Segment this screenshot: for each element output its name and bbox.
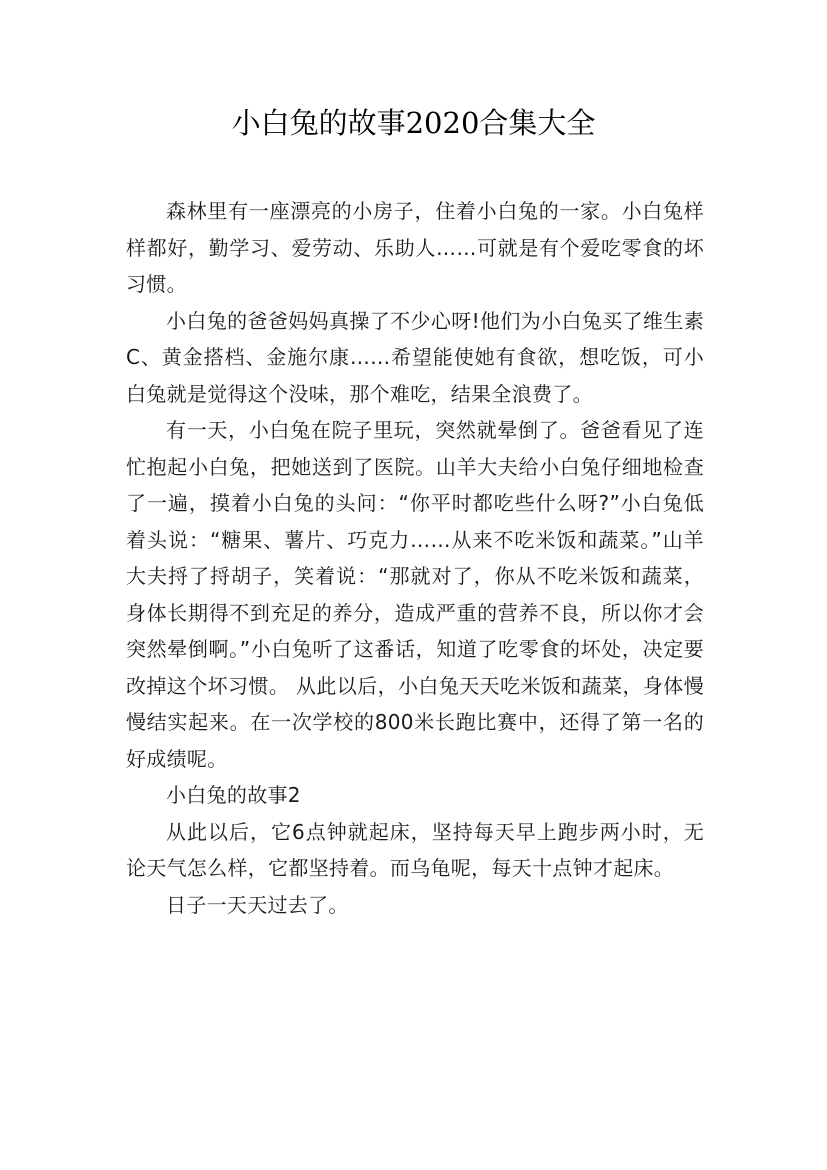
section-heading: 小白兔的故事2 [166, 783, 301, 807]
paragraph-1: 森林里有一座漂亮的小房子，住着小白兔的一家。小白兔样样都好，勤学习、爱劳动、乐助人……可就是有个爱吃零食的坏习惯。 [126, 199, 704, 296]
paragraph-3: 有一天，小白兔在院子里玩，突然就晕倒了。爸爸看见了连忙抱起小白兔，把她送到了医院。山羊大夫给小白兔仔细地检查了一遍，摸着小白兔的头问：“你平时都吃些什么呀?”小白兔低着头说：“糖果、薯片、巧克力……从来不吃米饭和蔬菜。”山羊大夫捋了捋胡子，笑着说：“那就对了，你从不吃米饭和蔬菜，身体长期得不到充足的养分，造成严重的营养不良，所以你才会突然晕倒啊。”小白兔听了这番话，知道了吃零食的坏处，决定要改掉这个坏习惯。 从此以后，小白兔天天吃米饭和蔬菜，身体慢慢结实起来。在一次学校的800米长跑比赛中，还得了第一名的好成绩呢。 [126, 418, 704, 771]
paragraph-4: 从此以后，它6点钟就起床，坚持每天早上跑步两小时，无论天气怎么样，它都坚持着。而乌龟呢，每天十点钟才起床。 [126, 819, 704, 880]
paragraph-5: 日子一天天过去了。 [166, 892, 349, 917]
paragraph-2: 小白兔的爸爸妈妈真操了不少心呀!他们为小白兔买了维生素C、黄金搭档、金施尔康……希望能使她有食欲，想吃饭，可小白兔就是觉得这个没味，那个难吃，结果全浪费了。 [126, 308, 704, 406]
document-title: 小白兔的故事2020合集大全 [231, 106, 596, 140]
document-body [126, 193, 704, 923]
